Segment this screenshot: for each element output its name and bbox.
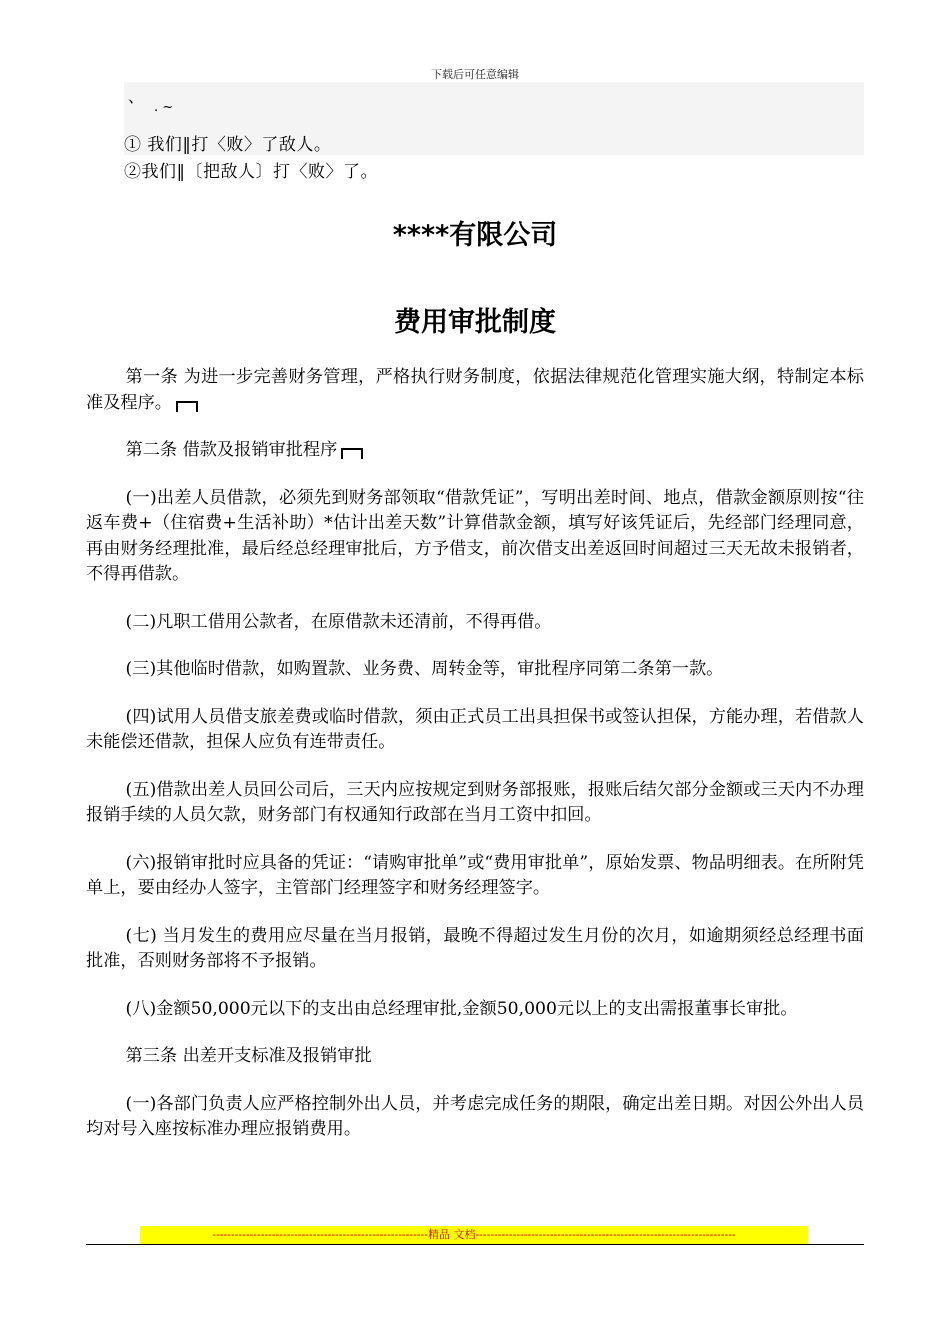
return-mark-icon (176, 401, 198, 412)
clause-paragraph: (一)各部门负责人应严格控制外出人员，并考虑完成任务的期限，确定出差日期。对因公外出人员均对号入座按标准办理应报销费用。 (86, 1093, 864, 1139)
clause-paragraph: (七) 当月发生的费用应尽量在当月报销，最晚不得超过发生月份的次月，如逾期须经总经理书面批准，否则财务部将不予报销。 (86, 925, 864, 971)
article-paragraph: 第三条 出差开支标准及报销审批 (125, 1046, 372, 1066)
footer-divider (86, 1244, 864, 1245)
punctuation-mark: . ~ (154, 100, 174, 115)
page-header-note: 下载后可任意编辑 (431, 68, 519, 81)
paragraph-text: 第一条 为进一步完善财务管理，严格执行财务制度，依据法律规范化管理实施大纲，特制定本标准及程序。 (86, 367, 864, 413)
clause-paragraph: (四)试用人员借支旅差费或临时借款，须由正式员工出具担保书或签认担保，方能办理，若借款人未能偿还借款，担保人应负有连带责任。 (86, 706, 864, 752)
clause-paragraph: (二)凡职工借用公款者，在原借款未还清前，不得再借。 (125, 611, 552, 632)
document-body (86, 365, 864, 1165)
company-name: ****有限公司 (392, 220, 558, 251)
paragraph-text: 第二条 借款及报销审批程序 (125, 440, 338, 460)
example-sentence-2: ②我们‖〔把敌人〕打〈败〉了。 (124, 162, 378, 182)
footer-banner: ----------------------------------------------------------精品 文档---------------------------------------------------------------------- (140, 1226, 808, 1244)
clause-paragraph: (五)借款出差人员回公司后，三天内应按规定到财务部报账，报账后结欠部分金额或三天内不办理报销手续的人员欠款，财务部门有权通知行政部在当月工资中扣回。 (86, 779, 864, 825)
clause-paragraph: (六)报销审批时应具备的凭证：“请购审批单”或“费用审批单”，原始发票、物品明细表。在所附凭单上，要由经办人签字，主管部门经理签字和财务经理签字。 (86, 852, 864, 898)
punctuation-mark: 、 (128, 87, 145, 106)
return-mark-icon (341, 448, 363, 459)
example-sentence-1: ① 我们‖打〈败〉了敌人。 (124, 135, 332, 155)
clause-paragraph: (八)金额50,000元以下的支出由总经理审批,金额50,000元以上的支出需报董事长审批。 (125, 998, 798, 1019)
article-paragraph (86, 365, 864, 416)
clause-paragraph: (一)出差人员借款，必须先到财务部领取“借款凭证”，写明出差时间、地点，借款金额原则按“往返车费+（住宿费+生活补助）*估计出差天数”计算借款金额，填写好该凭证后，先经部门经理同意，再由财务经理批准，最后经总经理审批后，方予借支，前次借支出差返回时间超过三天无故未报销者，不得再借款。 (86, 487, 864, 584)
article-paragraph (86, 438, 864, 464)
clause-paragraph: (三)其他临时借款，如购置款、业务费、周转金等，审批程序同第二条第一款。 (125, 659, 724, 679)
document-title: 费用审批制度 (394, 307, 556, 338)
